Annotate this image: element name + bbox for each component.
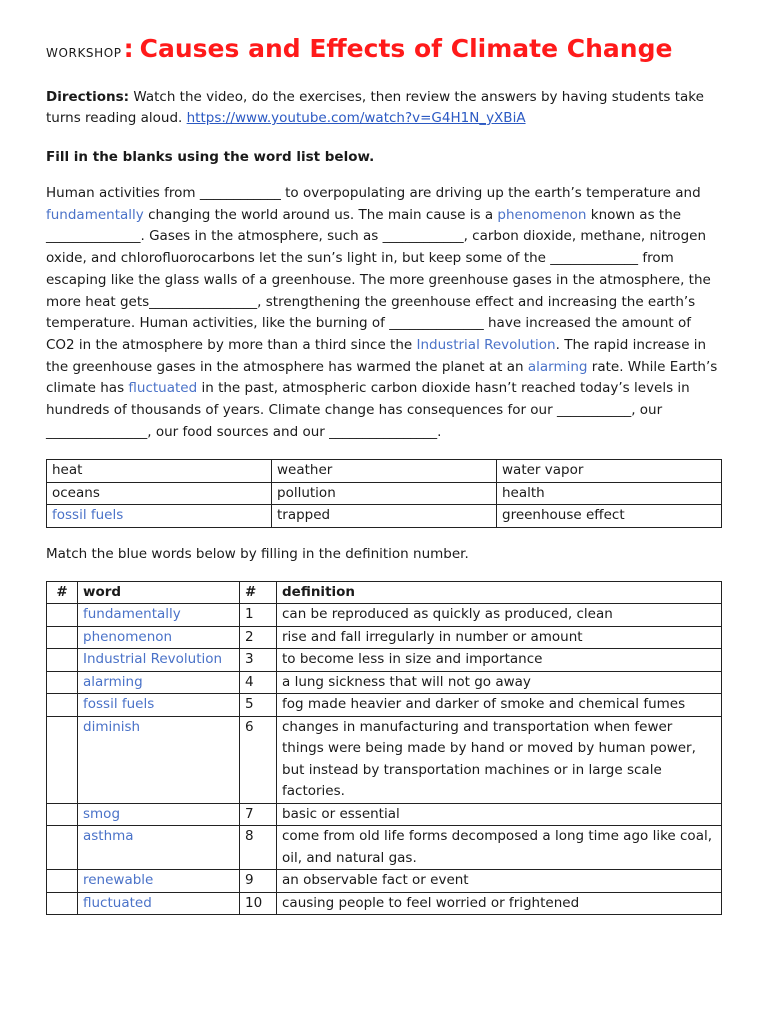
definition-number: 4: [240, 671, 277, 694]
table-row: [47, 803, 722, 826]
table-row: [47, 482, 722, 505]
answer-blank-cell[interactable]: [47, 671, 78, 694]
answer-blank-cell[interactable]: [47, 649, 78, 672]
workshop-label: WORKSHOP: [46, 46, 122, 60]
word-cell: pollution: [272, 482, 497, 505]
vocab-word: fundamentally: [78, 604, 240, 627]
definition-text: causing people to feel worried or frightened: [277, 892, 722, 915]
directions-text: Watch the video, do the exercises, then review the answers by having students take turns reading aloud.: [46, 89, 704, 126]
title-colon: :: [123, 34, 134, 63]
definition-number: 7: [240, 803, 277, 826]
definition-number: 10: [240, 892, 277, 915]
definition-number: 3: [240, 649, 277, 672]
vocab-word: phenomenon: [78, 626, 240, 649]
fill-in-passage: [46, 183, 722, 443]
answer-blank-cell[interactable]: [47, 626, 78, 649]
definition-number: 9: [240, 870, 277, 893]
table-row: [47, 870, 722, 893]
header-definition-number: #: [240, 581, 277, 604]
vocab-word: diminish: [78, 716, 240, 803]
definition-text: come from old life forms decomposed a long time ago like coal, oil, and natural gas.: [277, 826, 722, 870]
definition-text: an observable fact or event: [277, 870, 722, 893]
answer-blank-cell[interactable]: [47, 826, 78, 870]
word-cell: oceans: [47, 482, 272, 505]
definition-number: 5: [240, 694, 277, 717]
passage-text: rate. While Earth’s climate has: [46, 358, 718, 397]
vocab-word: fluctuated: [78, 892, 240, 915]
vocab-word: smog: [78, 803, 240, 826]
header: [46, 34, 722, 63]
definition-number: 1: [240, 604, 277, 627]
table-row: [47, 649, 722, 672]
header-definition: definition: [277, 581, 722, 604]
table-row: [47, 892, 722, 915]
word-cell: greenhouse effect: [497, 505, 722, 528]
blue-word: fluctuated: [128, 380, 198, 397]
directions: [46, 87, 722, 129]
word-cell: trapped: [272, 505, 497, 528]
definition-number: 6: [240, 716, 277, 803]
vocab-word: asthma: [78, 826, 240, 870]
table-row: [47, 460, 722, 483]
answer-blank-cell[interactable]: [47, 870, 78, 893]
word-cell: health: [497, 482, 722, 505]
passage-text: known as the ______________. Gases in the atmosphere, such as ____________, carbon dioxide, methane, nitrogen oxide, and chlorofluorocarbons let the sun’s light in, but keep some of the _____________ from escaping like the glass walls of a greenhouse. The more greenhouse gases in the atmosphere, the more heat gets________________, strengthening the greenhouse effect and increasing the earth’s temperature. Human activities, like the burning of ______________ have increased the amount of CO2 in the atmosphere by more than a third since the: [46, 206, 711, 353]
definition-text: fog made heavier and darker of smoke and chemical fumes: [277, 694, 722, 717]
page-title: Causes and Effects of Climate Change: [139, 34, 673, 63]
definition-text: a lung sickness that will not go away: [277, 671, 722, 694]
match-table: [46, 581, 722, 916]
passage-text: Human activities from ____________ to overpopulating are driving up the earth’s temperature and: [46, 185, 701, 201]
table-row: [47, 604, 722, 627]
passage-text: changing the world around us. The main cause is a: [143, 206, 498, 223]
header-word: word: [78, 581, 240, 604]
match-instruction: Match the blue words below by filling in the definition number.: [46, 545, 469, 562]
table-row: [47, 671, 722, 694]
answer-blank-cell[interactable]: [47, 803, 78, 826]
vocab-word: Industrial Revolution: [78, 649, 240, 672]
table-row: [47, 716, 722, 803]
answer-blank-cell[interactable]: [47, 694, 78, 717]
video-link[interactable]: https://www.youtube.com/watch?v=G4H1N_yXBiA: [186, 110, 526, 126]
definition-text: can be reproduced as quickly as produced, clean: [277, 604, 722, 627]
table-row: [47, 626, 722, 649]
answer-blank-cell[interactable]: [47, 892, 78, 915]
table-row: [47, 694, 722, 717]
table-row: [47, 505, 722, 528]
blue-word: phenomenon: [497, 206, 587, 223]
table-header-row: [47, 581, 722, 604]
word-cell: heat: [47, 460, 272, 483]
vocab-word: fossil fuels: [78, 694, 240, 717]
table-row: [47, 826, 722, 870]
definition-text: rise and fall irregularly in number or amount: [277, 626, 722, 649]
word-list-table: [46, 459, 722, 528]
definition-text: to become less in size and importance: [277, 649, 722, 672]
definition-number: 2: [240, 626, 277, 649]
passage-text: . The rapid increase in the greenhouse gases in the atmosphere has warmed the planet at an: [46, 336, 707, 375]
vocab-word: alarming: [78, 671, 240, 694]
blue-word: fundamentally: [46, 206, 144, 223]
definition-text: changes in manufacturing and transportation when fewer things were being made by hand or moved by human power, but instead by transportation machines or in large scale factories.: [277, 716, 722, 803]
blue-word: Industrial Revolution: [416, 336, 556, 353]
header-answer-number: #: [47, 581, 78, 604]
word-cell: water vapor: [497, 460, 722, 483]
definition-text: basic or essential: [277, 803, 722, 826]
definition-number: 8: [240, 826, 277, 870]
word-cell: weather: [272, 460, 497, 483]
word-cell: fossil fuels: [47, 505, 272, 528]
fill-heading: Fill in the blanks using the word list below.: [46, 149, 375, 165]
blue-word: alarming: [527, 358, 588, 375]
passage-text: in the past, atmospheric carbon dioxide hasn’t reached today’s levels in hundreds of thousands of years. Climate change has consequences for our ___________, our _______________, our food sources and our ________________.: [46, 380, 690, 440]
answer-blank-cell[interactable]: [47, 716, 78, 803]
answer-blank-cell[interactable]: [47, 604, 78, 627]
directions-lead: Directions:: [46, 89, 130, 105]
vocab-word: renewable: [78, 870, 240, 893]
